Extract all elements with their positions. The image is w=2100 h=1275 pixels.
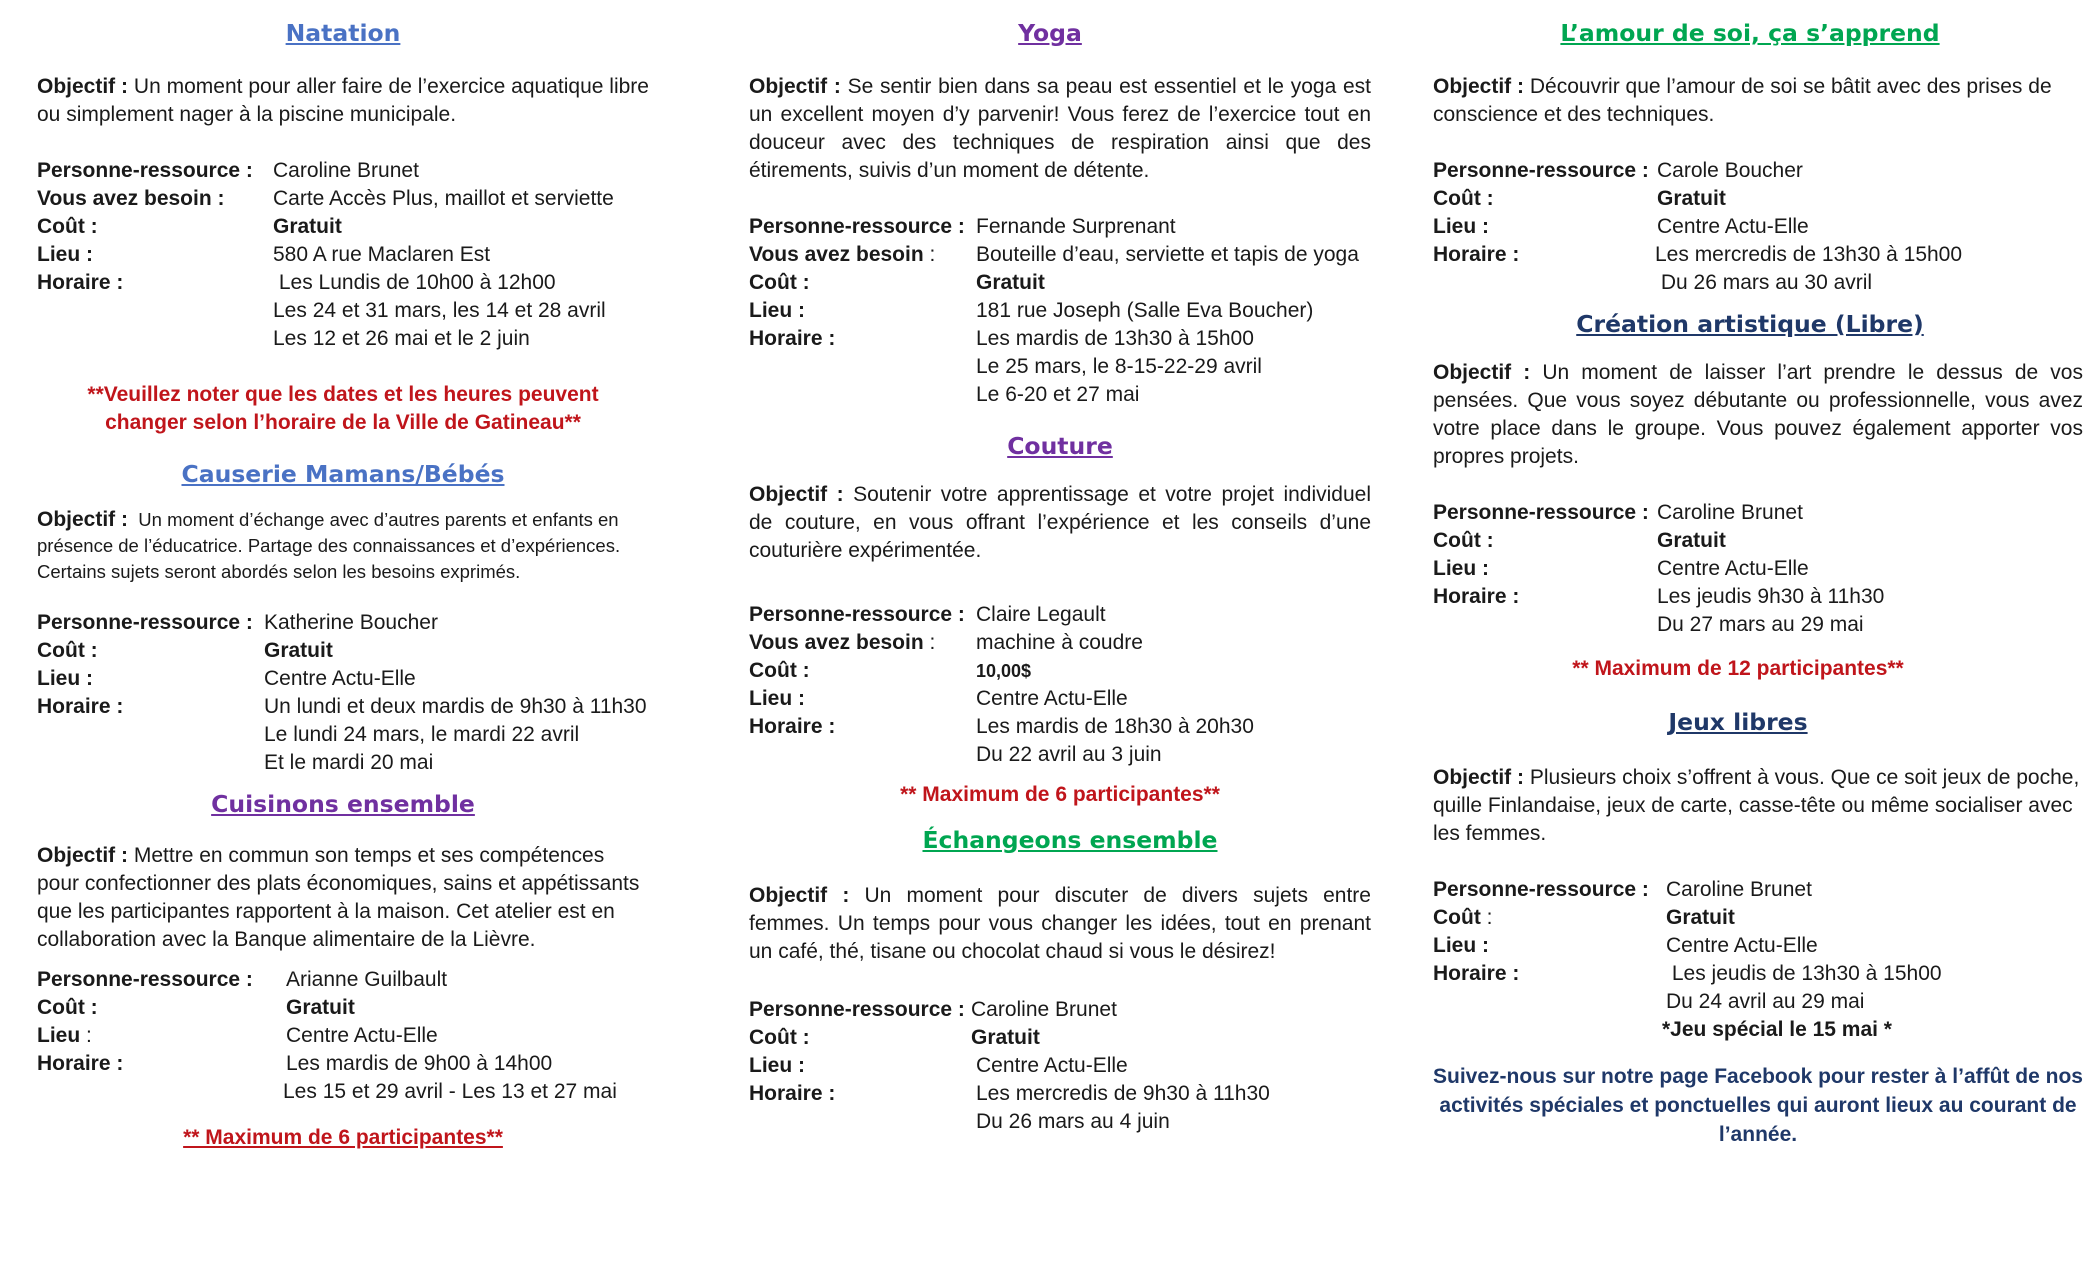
detail-horaire-line: Du 26 mars au 30 avril — [1655, 270, 1873, 294]
objectif-text: Objectif : Mettre en commun son temps et ses compétences pour confectionner des plats économiques, sains et appétissants que les participantes rapportent à la maison. Cet atelier est en collaboration avec la Banque alimentaire de la Lièvre. — [37, 843, 640, 951]
detail-cout: Coût : Gratuit — [749, 1025, 1040, 1049]
detail-cout: Coût : Gratuit — [37, 639, 333, 663]
detail-personne: Personne-ressource : Carole Boucher — [1433, 158, 1803, 182]
objectif-text: Objectif : Plusieurs choix s’offrent à vous. Que ce soit jeux de poche, quille Finlandaise, jeux de carte, casse-tête ou même socialiser avec les femmes. — [1433, 765, 2080, 845]
details — [1433, 499, 2083, 639]
detail-lieu: Lieu : Centre Actu-Elle — [749, 687, 1128, 711]
max-participants-note: ** Maximum de 6 participantes** — [900, 783, 1220, 807]
section-causerie — [37, 459, 649, 778]
detail-horaire: Horaire : Les mardis de 9h00 à 14h00 — [37, 1051, 553, 1075]
detail-personne: Personne-ressource : Claire Legault — [749, 603, 1106, 627]
detail-horaire: Horaire : Un lundi et deux mardis de 9h30 à 11h30 — [37, 695, 647, 719]
max-participants-note: ** Maximum de 6 participantes** — [183, 1125, 503, 1149]
detail-lieu: Lieu : 181 rue Joseph (Salle Eva Boucher) — [749, 298, 1314, 322]
section-echangeons — [749, 825, 1371, 1136]
detail-lieu: Lieu : 580 A rue Maclaren Est — [37, 242, 491, 266]
section-title: L’amour de soi, ça s’apprend — [1560, 19, 1940, 47]
detail-horaire-line: Du 22 avril au 3 juin — [976, 743, 1162, 767]
objectif-text: Objectif : Se sentir bien dans sa peau est essentiel et le yoga est un excellent moyen d’y parvenir! Vous ferez de l’exercice tout en douceur avec des techniques de respiration ainsi que des étirements, suivis d’un moment de détente. — [749, 74, 1371, 182]
section-title: Cuisinons ensemble — [211, 790, 475, 819]
section-jeux — [1433, 707, 2083, 1044]
detail-personne: Personne-ressource : Caroline Brunet — [37, 158, 419, 182]
detail-cout: Coût : Gratuit — [1433, 529, 1726, 553]
section-couture — [749, 431, 1371, 810]
detail-lieu: Lieu : Centre Actu-Elle — [37, 667, 416, 691]
detail-horaire-line: Du 27 mars au 29 mai — [1657, 613, 1864, 637]
detail-horaire-line: Le 6-20 et 27 mai — [976, 382, 1140, 406]
detail-besoin: Vous avez besoin : Carte Accès Plus, maillot et serviette — [37, 186, 614, 210]
max-participants-note: ** Maximum de 12 participantes** — [1572, 657, 1904, 681]
column-middle — [749, 18, 1371, 1136]
section-title: Jeux libres — [1668, 708, 1808, 737]
detail-horaire: Horaire : Les mercredis de 13h30 à 15h00 — [1433, 242, 1963, 266]
details — [749, 601, 1371, 769]
section-amour — [1433, 18, 2083, 297]
objectif-text: Objectif : Un moment pour discuter de divers sujets entre femmes. Un temps pour vous changer les idées, tout en prenant un café, thé, tisane ou chocolat chaud si vous le désirez! — [749, 883, 1371, 963]
detail-personne: Personne-ressource : Caroline Brunet — [1433, 501, 1803, 525]
section-title: Échangeons ensemble — [922, 826, 1218, 855]
section-title: Natation — [285, 19, 401, 47]
details — [37, 966, 649, 1106]
detail-horaire-line: Et le mardi 20 mai — [264, 751, 434, 775]
detail-horaire: Horaire : Les jeudis de 13h30 à 15h00 — [1433, 961, 1942, 985]
section-yoga — [749, 18, 1371, 409]
section-title: Couture — [1007, 431, 1113, 460]
details — [37, 609, 649, 777]
detail-personne: Personne-ressource : Caroline Brunet — [1433, 877, 1812, 901]
detail-personne: Personne-ressource : Arianne Guilbault — [37, 967, 448, 991]
detail-cout: Coût : 10,00$ — [749, 659, 1032, 683]
facebook-message: Suivez-nous sur notre page Facebook pour rester à l’affût de nos activités spéciales et ponctuelles qui auront lieux au courant de l’année. — [1433, 1064, 2083, 1146]
detail-personne: Personne-ressource : Caroline Brunet — [749, 997, 1117, 1021]
column-right — [1433, 18, 2083, 1149]
detail-horaire: Horaire : Les mardis de 13h30 à 15h00 — [749, 326, 1254, 350]
detail-horaire-line: Les 24 et 31 mars, les 14 et 28 avril — [273, 298, 606, 322]
detail-cout: Coût : Gratuit — [749, 270, 1045, 294]
details — [37, 157, 649, 353]
detail-lieu: Lieu : Centre Actu-Elle — [1433, 933, 1818, 957]
detail-horaire: Horaire : Les mercredis de 9h30 à 11h30 — [749, 1081, 1270, 1105]
detail-cout: Coût : Gratuit — [37, 995, 355, 1019]
section-title: Création artistique (Libre) — [1576, 309, 1924, 338]
detail-horaire: Horaire : Les jeudis 9h30 à 11h30 — [1433, 585, 1885, 609]
detail-cout: Coût : Gratuit — [1433, 186, 1726, 210]
detail-horaire-line: Le 25 mars, le 8-15-22-29 avril — [976, 354, 1262, 378]
detail-horaire-line: Les 15 et 29 avril - Les 13 et 27 mai — [283, 1079, 617, 1103]
detail-horaire: Horaire : Les mardis de 18h30 à 20h30 — [749, 715, 1254, 739]
details — [1433, 876, 2083, 1044]
schedule-note: **Veuillez noter que les dates et les heures peuvent changer selon l’horaire de la Ville de Gatineau** — [87, 382, 599, 434]
section-cuisinons — [37, 789, 649, 1152]
objectif-text: Objectif : Soutenir votre apprentissage et votre projet individuel de couture, en vous offrant l’expérience et les conseils d’une couturière expérimentée. — [749, 483, 1371, 563]
details — [749, 213, 1371, 409]
objectif-text: Objectif : Découvrir que l’amour de soi se bâtit avec des prises de conscience et des techniques. — [1433, 74, 2052, 126]
detail-cout: Coût : Gratuit — [1433, 905, 1735, 929]
column-left — [37, 18, 649, 1152]
detail-personne: Personne-ressource : Katherine Boucher — [37, 611, 438, 635]
objectif-text: Objectif : Un moment pour aller faire de l’exercice aquatique libre ou simplement nager à la piscine municipale. — [37, 74, 649, 126]
detail-horaire-line: Du 26 mars au 4 juin — [976, 1109, 1170, 1133]
detail-horaire-line: Les 12 et 26 mai et le 2 juin — [273, 326, 530, 350]
section-title: Causerie Mamans/Bébés — [181, 459, 505, 488]
detail-lieu: Lieu : Centre Actu-Elle — [749, 1053, 1128, 1077]
detail-lieu: Lieu : Centre Actu-Elle — [1433, 214, 1809, 238]
details — [749, 996, 1371, 1136]
special-note: *Jeu spécial le 15 mai * — [1662, 1017, 1892, 1041]
section-creation — [1433, 309, 2083, 684]
details — [1433, 157, 2083, 297]
section-title: Yoga — [1018, 19, 1082, 47]
detail-besoin: Vous avez besoin : machine à coudre — [749, 631, 1143, 655]
detail-cout: Coût : Gratuit — [37, 214, 342, 238]
detail-lieu: Lieu : Centre Actu-Elle — [37, 1023, 438, 1047]
detail-horaire-line: Du 24 avril au 29 mai — [1666, 989, 1865, 1013]
detail-horaire-line: Le lundi 24 mars, le mardi 22 avril — [264, 723, 580, 747]
detail-horaire: Horaire : Les Lundis de 10h00 à 12h00 — [37, 270, 556, 294]
detail-personne: Personne-ressource : Fernande Surprenant — [749, 214, 1176, 238]
detail-besoin: Vous avez besoin : Bouteille d’eau, serviette et tapis de yoga — [749, 242, 1359, 266]
detail-lieu: Lieu : Centre Actu-Elle — [1433, 557, 1809, 581]
objectif-text: Objectif : Un moment de laisser l’art prendre le dessus de vos pensées. Que vous soyez débutante ou professionnelle, vous avez votre place dans le groupe. Vous pouvez également apporter vos propres projets. — [1433, 361, 2083, 469]
objectif-text: Objectif : Un moment d’échange avec d’autres parents et enfants en présence de l’éducatrice. Partage des connaissances et d’expériences. Certains sujets seront abordés selon les besoins exprimés. — [37, 508, 621, 583]
section-natation — [37, 18, 649, 437]
